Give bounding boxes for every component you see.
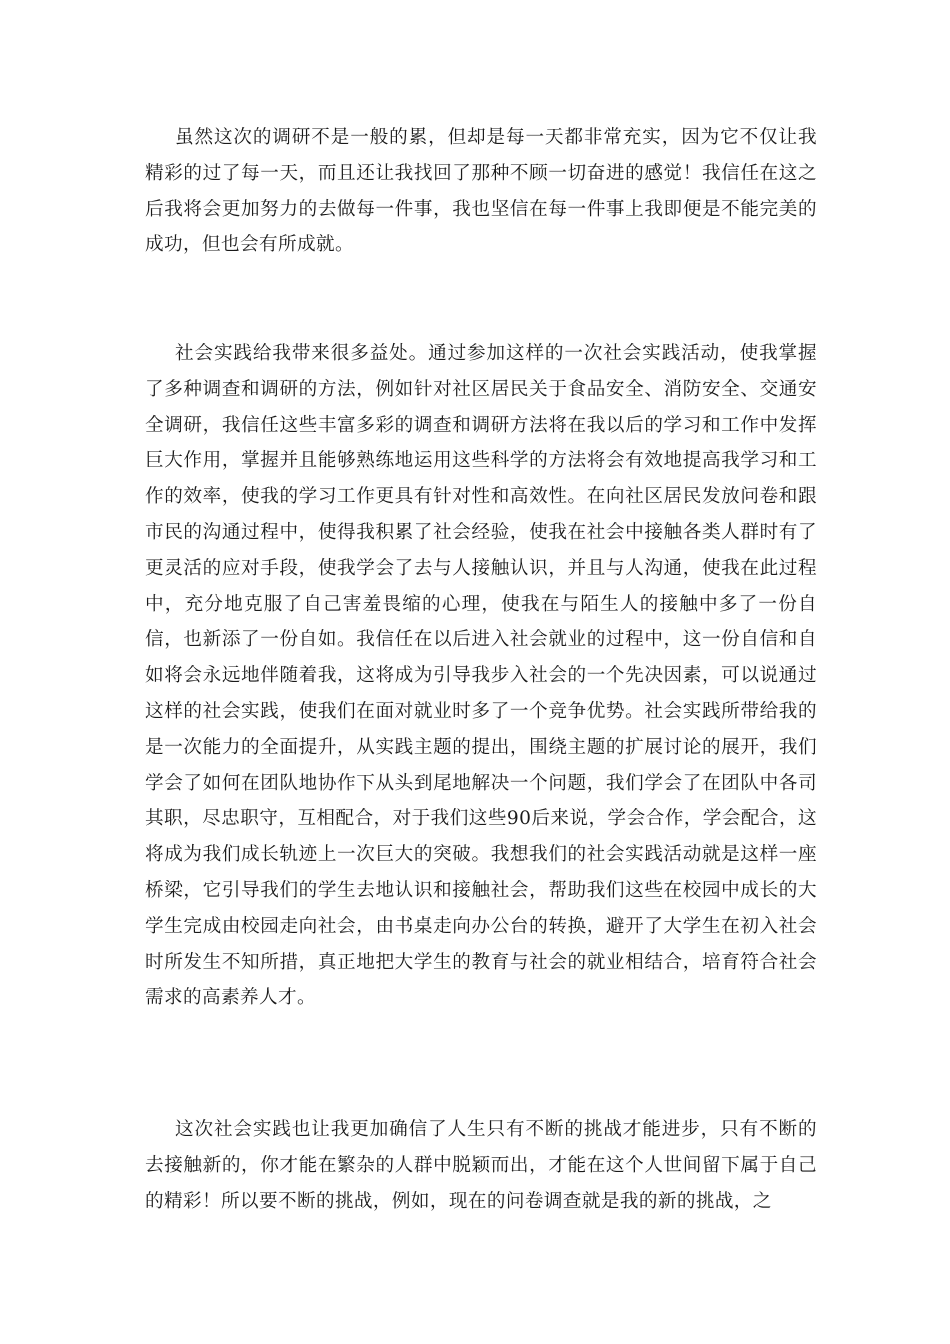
- paragraph-3: 这次社会实践也让我更加确信了人生只有不断的挑战才能进步，只有不断的去接触新的，你才能在繁杂的人群中脱颖而出，才能在这个人世间留下属于自己的精彩！所以要不断的挑战，例如，现在的问卷调查就是我的新的挑战，之: [145, 1119, 817, 1212]
- paragraph-1: 虽然这次的调研不是一般的累，但却是每一天都非常充实，因为它不仅让我精彩的过了每一天，而且还让我找回了那种不顾一切奋进的感觉！我信任在这之后我将会更加努力的去做每一件事，我也坚信在每一件事上我即便是不能完美的成功，但也会有所成就。: [145, 127, 817, 256]
- paragraph-2: 社会实践给我带来很多益处。通过参加这样的一次社会实践活动，使我掌握了多种调查和调研的方法，例如针对社区居民关于食品安全、消防安全、交通安全调研，我信任这些丰富多彩的调查和调研方法将在我以后的学习和工作中发挥巨大作用，掌握并且能够熟练地运用这些科学的方法将会有效地提高我学习和工作的效率，使我的学习工作更具有针对性和高效性。在向社区居民发放问卷和跟市民的沟通过程中，使得我积累了社会经验，使我在社会中接触各类人群时有了更灵活的应对手段，使我学会了去与人接触认识，并且与人沟通，使我在此过程中，充分地克服了自己害羞畏缩的心理，使我在与陌生人的接触中多了一份自信，也新添了一份自如。我信任在以后进入社会就业的过程中，这一份自信和自如将会永远地伴随着我，这将成为引导我步入社会的一个先决因素，可以说通过这样的社会实践，使我们在面对就业时多了一个竞争优势。社会实践所带给我的是一次能力的全面提升，从实践主题的提出，围绕主题的扩展讨论的展开，我们学会了如何在团队地协作下从头到尾地解决一个问题，我们学会了在团队中各司其职，尽忠职守，互相配合，对于我们这些90后来说，学会合作，学会配合，这将成为我们成长轨迹上一次巨大的突破。我想我们的社会实践活动就是这样一座桥梁，它引导我们的学生去地认识和接触社会，帮助我们这些在校园中成长的大学生完成由校园走向社会，由书桌走向办公台的转换，避开了大学生在初入社会时所发生不知所措，真正地把大学生的教育与社会的就业相结合，培育符合社会需求的高素养人才。: [145, 343, 817, 1009]
